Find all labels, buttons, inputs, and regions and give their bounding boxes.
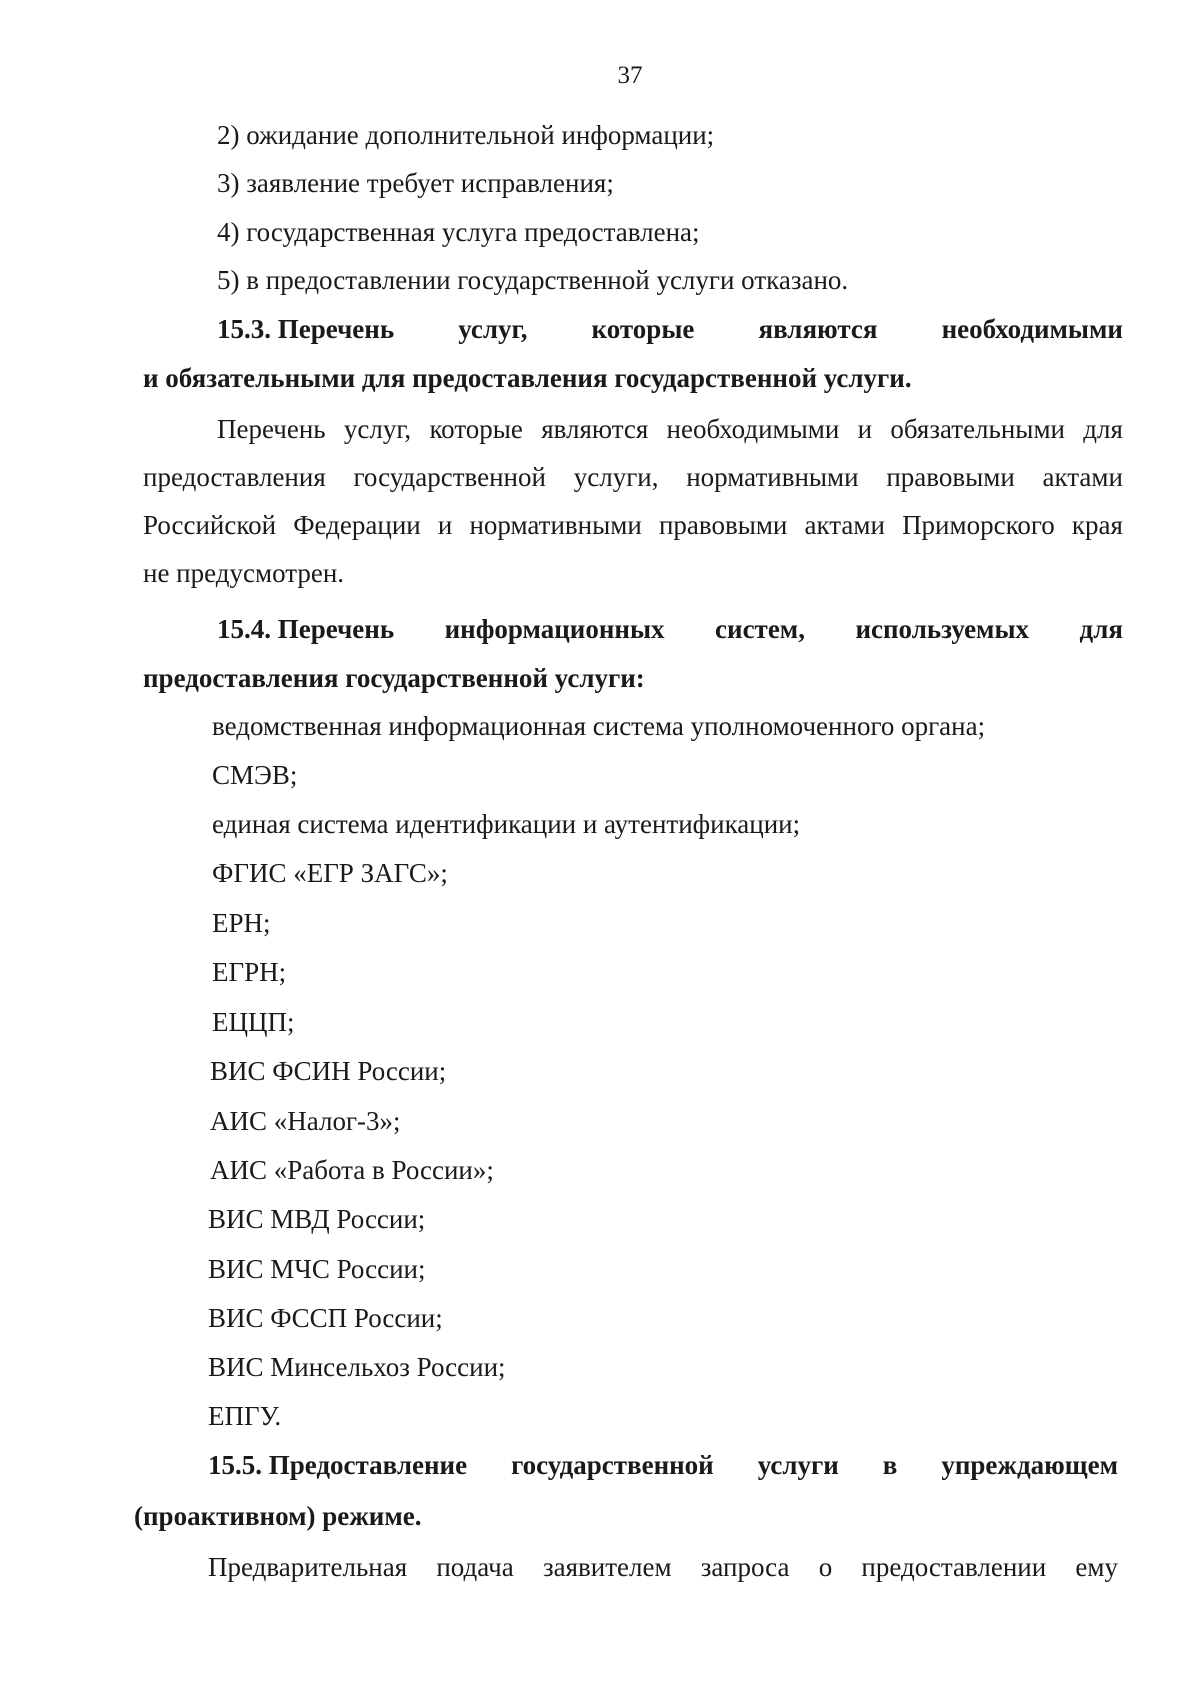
section-15-3-paragraph-line bbox=[143, 460, 1123, 494]
heading-word: которые bbox=[591, 314, 695, 344]
word: нормативными bbox=[469, 510, 642, 540]
section-15-4-heading-cont: предоставления государственной услуги: bbox=[143, 663, 645, 693]
section-15-5-heading bbox=[208, 1448, 1118, 1482]
section-15-5-paragraph-line bbox=[208, 1550, 1118, 1584]
heading-word: 15.5. Предоставление bbox=[208, 1450, 468, 1480]
heading-word: государственной bbox=[511, 1450, 714, 1480]
word: Предварительная bbox=[208, 1552, 408, 1582]
page-number: 37 bbox=[617, 62, 643, 89]
word: Перечень bbox=[217, 414, 326, 444]
heading-word: упреждающем bbox=[941, 1450, 1118, 1480]
word: обязательными bbox=[890, 414, 1065, 444]
system-item: ЕРН; bbox=[212, 908, 271, 938]
heading-word: услуг, bbox=[458, 314, 528, 344]
section-15-4-heading bbox=[217, 612, 1123, 646]
heading-word: 15.3. Перечень bbox=[217, 314, 395, 344]
heading-word: необходимыми bbox=[941, 314, 1123, 344]
section-15-3-heading bbox=[217, 312, 1123, 346]
heading-word: информационных bbox=[444, 614, 665, 644]
system-item: ЕПГУ. bbox=[208, 1401, 282, 1431]
word: правовыми bbox=[658, 510, 788, 540]
word: необходимыми bbox=[666, 414, 840, 444]
word: нормативными bbox=[686, 462, 859, 492]
system-item: АИС «Работа в России»; bbox=[210, 1155, 494, 1185]
heading-word: для bbox=[1079, 614, 1123, 644]
word: предоставления bbox=[143, 462, 326, 492]
word: государственной bbox=[353, 462, 546, 492]
system-item: ФГИС «ЕГР ЗАГС»; bbox=[212, 858, 448, 888]
word: и bbox=[437, 510, 453, 540]
system-item: ВИС МВД России; bbox=[208, 1204, 426, 1234]
section-15-3-heading-cont: и обязательными для предоставления государственной услуги. bbox=[143, 363, 912, 393]
heading-word: используемых bbox=[855, 614, 1030, 644]
heading-word: являются bbox=[758, 314, 878, 344]
word: являются bbox=[541, 414, 649, 444]
word: Федерации bbox=[293, 510, 421, 540]
heading-word: услуги bbox=[757, 1450, 839, 1480]
section-15-3-paragraph-line: не предусмотрен. bbox=[143, 558, 345, 588]
word: актами bbox=[1042, 462, 1123, 492]
word: Приморского bbox=[902, 510, 1055, 540]
word: края bbox=[1071, 510, 1123, 540]
system-item: единая система идентификации и аутентификации; bbox=[212, 809, 801, 839]
system-item: ВИС Минсельхоз России; bbox=[208, 1352, 506, 1382]
section-15-3-paragraph-line bbox=[217, 412, 1123, 446]
word: о bbox=[818, 1552, 833, 1582]
word: Российской bbox=[143, 510, 277, 540]
word: и bbox=[857, 414, 873, 444]
word: для bbox=[1083, 414, 1123, 444]
word: запроса bbox=[700, 1552, 790, 1582]
section-15-5-heading-cont: (проактивном) режиме. bbox=[134, 1501, 422, 1531]
section-15-3-paragraph-line bbox=[143, 508, 1123, 542]
system-item: ВИС МЧС России; bbox=[208, 1254, 426, 1284]
word: которые bbox=[429, 414, 523, 444]
word: предоставлении bbox=[861, 1552, 1047, 1582]
heading-word: систем, bbox=[715, 614, 805, 644]
system-item: СМЭВ; bbox=[212, 760, 298, 790]
system-item: ЕГРН; bbox=[212, 957, 287, 987]
system-item: ВИС ФССП России; bbox=[208, 1303, 443, 1333]
system-item: АИС «Налог-3»; bbox=[210, 1106, 401, 1136]
heading-word: 15.4. Перечень bbox=[217, 614, 395, 644]
word: услуги, bbox=[573, 462, 659, 492]
heading-word: в bbox=[882, 1450, 898, 1480]
word: услуг, bbox=[343, 414, 412, 444]
status-item: 3) заявление требует исправления; bbox=[217, 168, 614, 198]
word: актами bbox=[804, 510, 885, 540]
system-item: ВИС ФСИН России; bbox=[210, 1056, 447, 1086]
word: заявителем bbox=[542, 1552, 672, 1582]
word: ему bbox=[1075, 1552, 1118, 1582]
status-item: 4) государственная услуга предоставлена; bbox=[217, 217, 700, 247]
status-item: 2) ожидание дополнительной информации; bbox=[217, 120, 715, 150]
system-item: ЕЦЦП; bbox=[212, 1007, 295, 1037]
system-item: ведомственная информационная система уполномоченного органа; bbox=[212, 711, 986, 741]
word: подача bbox=[436, 1552, 514, 1582]
word: правовыми bbox=[886, 462, 1015, 492]
status-item: 5) в предоставлении государственной услуги отказано. bbox=[217, 265, 849, 295]
